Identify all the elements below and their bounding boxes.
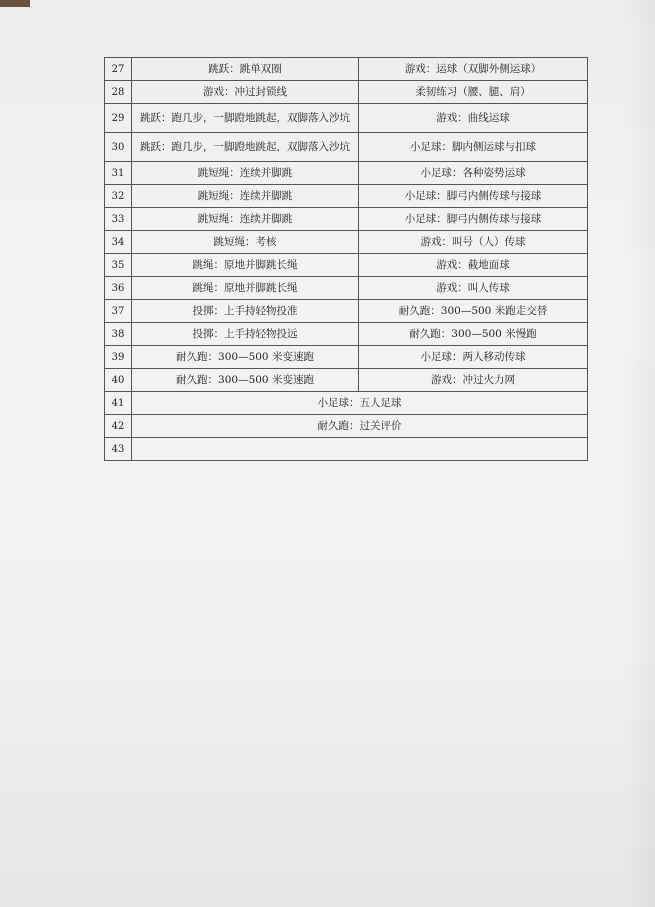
right-cell: 柔韧练习（腰、腿、肩）	[359, 81, 588, 104]
left-cell: 游戏：冲过封锁线	[132, 81, 359, 104]
left-cell: 跳绳：原地并脚跳长绳	[132, 254, 359, 277]
table-row	[105, 392, 588, 415]
row-number: 28	[105, 81, 132, 104]
right-cell: 游戏：曲线运球	[359, 104, 588, 133]
right-cell: 小足球：两人移动传球	[359, 346, 588, 369]
right-cell: 耐久跑：300—500 米慢跑	[359, 323, 588, 346]
page-shadow	[625, 0, 655, 907]
row-number: 42	[105, 415, 132, 438]
table-row	[105, 104, 588, 133]
table-row	[105, 323, 588, 346]
left-cell: 跳短绳：连续并脚跳	[132, 185, 359, 208]
left-cell: 跳短绳：连续并脚跳	[132, 162, 359, 185]
right-cell: 游戏：冲过火力网	[359, 369, 588, 392]
row-number: 40	[105, 369, 132, 392]
merged-cell: 小足球：五人足球	[132, 392, 588, 415]
left-cell: 跳跃：跳单双圈	[132, 58, 359, 81]
right-cell: 小足球：脚内侧运球与扣球	[359, 133, 588, 162]
right-cell: 游戏：叫号（人）传球	[359, 231, 588, 254]
row-number: 35	[105, 254, 132, 277]
row-number: 41	[105, 392, 132, 415]
row-number: 32	[105, 185, 132, 208]
row-number: 37	[105, 300, 132, 323]
left-cell: 跳跃：跑几步，一脚蹬地跳起，双脚落入沙坑	[132, 133, 359, 162]
lesson-schedule-table	[104, 57, 588, 461]
corner-mark	[0, 0, 30, 7]
table-row	[105, 208, 588, 231]
row-number: 27	[105, 58, 132, 81]
left-cell: 跳短绳：连续并脚跳	[132, 208, 359, 231]
row-number: 38	[105, 323, 132, 346]
right-cell: 游戏：叫人传球	[359, 277, 588, 300]
row-number: 43	[105, 438, 132, 461]
right-cell: 游戏：运球（双脚外侧运球）	[359, 58, 588, 81]
left-cell: 投掷：上手持轻物投准	[132, 300, 359, 323]
table-row	[105, 185, 588, 208]
right-cell: 小足球：各种姿势运球	[359, 162, 588, 185]
table-row	[105, 58, 588, 81]
left-cell: 跳短绳：考核	[132, 231, 359, 254]
table-row	[105, 133, 588, 162]
left-cell: 跳跃：跑几步，一脚蹬地跳起，双脚落入沙坑	[132, 104, 359, 133]
table-row	[105, 81, 588, 104]
table-row	[105, 231, 588, 254]
left-cell: 跳绳：原地并脚跳长绳	[132, 277, 359, 300]
merged-cell	[132, 438, 588, 461]
table-row	[105, 438, 588, 461]
table-row	[105, 277, 588, 300]
row-number: 33	[105, 208, 132, 231]
row-number: 31	[105, 162, 132, 185]
left-cell: 耐久跑：300—500 米变速跑	[132, 346, 359, 369]
right-cell: 小足球：脚弓内侧传球与接球	[359, 185, 588, 208]
row-number: 30	[105, 133, 132, 162]
table-row	[105, 162, 588, 185]
row-number: 36	[105, 277, 132, 300]
row-number: 39	[105, 346, 132, 369]
row-number: 29	[105, 104, 132, 133]
left-cell: 投掷：上手持轻物投远	[132, 323, 359, 346]
left-cell: 耐久跑：300—500 米变速跑	[132, 369, 359, 392]
right-cell: 游戏：截地面球	[359, 254, 588, 277]
right-cell: 小足球：脚弓内侧传球与接球	[359, 208, 588, 231]
table-row	[105, 254, 588, 277]
table-row	[105, 415, 588, 438]
table-row	[105, 346, 588, 369]
merged-cell: 耐久跑：过关评价	[132, 415, 588, 438]
row-number: 34	[105, 231, 132, 254]
table-row	[105, 369, 588, 392]
table-row	[105, 300, 588, 323]
right-cell: 耐久跑：300—500 米跑走交替	[359, 300, 588, 323]
